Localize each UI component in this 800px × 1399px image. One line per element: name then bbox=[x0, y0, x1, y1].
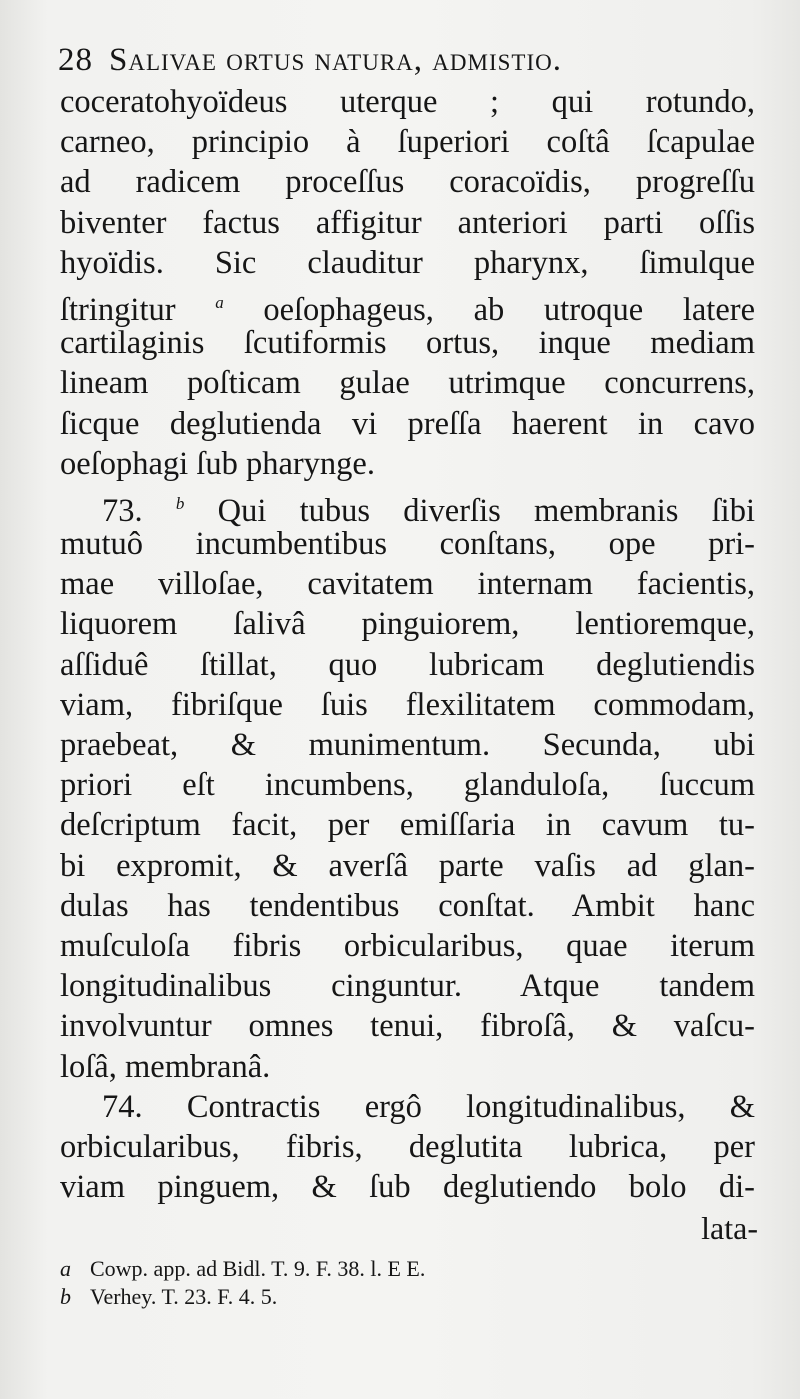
footnote bbox=[60, 1255, 750, 1283]
running-title: Salivae ortus natura, admistio. bbox=[109, 42, 562, 78]
text-line: bi expromit, & averſâ parte vaſis ad glan- bbox=[60, 847, 755, 884]
text-line: biventer factus affigitur anteriori parti oſſis bbox=[60, 204, 755, 241]
page-number: 28 bbox=[58, 42, 93, 78]
text-line bbox=[60, 283, 756, 328]
footnote-marker: b bbox=[175, 493, 185, 513]
text-line: lineam poſticam gulae utrimque concurrens, bbox=[60, 365, 755, 402]
line-text-before: 73. bbox=[102, 492, 176, 529]
footnote-text: Cowp. app. ad Bidl. T. 9. F. 38. l. E E. bbox=[90, 1256, 426, 1281]
text-line: 74. Contractis ergô longitudinalibus, & bbox=[102, 1088, 755, 1125]
text-line: dulas has tendentibus conſtat. Ambit hanc bbox=[60, 887, 755, 924]
text-line: involvuntur omnes tenui, fibroſâ, & vaſcu- bbox=[60, 1008, 755, 1045]
text-line: praebeat, & munimentum. Secunda, ubi bbox=[60, 727, 755, 763]
text-line bbox=[60, 484, 755, 529]
footnote bbox=[60, 1283, 750, 1311]
footnotes bbox=[60, 1255, 750, 1311]
text-line: orbicularibus, fibris, deglutita lubrica, per bbox=[60, 1128, 755, 1165]
line-text-after: oeſophageus, ab utroque latere bbox=[223, 291, 756, 328]
text-line: ſicque deglutienda vi preſſa haerent in cavo bbox=[60, 405, 755, 442]
text-line: oeſophagi ſub pharynge. bbox=[60, 445, 375, 482]
footnote-mark: a bbox=[60, 1256, 71, 1281]
text-line: loſâ, membranâ. bbox=[60, 1048, 271, 1085]
text-line: coceratohyoïdeus uterque ; qui rotundo, bbox=[60, 84, 755, 120]
line-text-after: Qui tubus diverſis membranis ſibi bbox=[184, 492, 755, 529]
text-line: deſcriptum facit, per emiſſaria in cavum tu- bbox=[60, 807, 755, 844]
footnote-mark: b bbox=[60, 1284, 71, 1309]
text-line: viam, fibriſque ſuis flexilitatem commodam, bbox=[60, 686, 755, 723]
text-line: cartilaginis ſcutiformis ortus, inque mediam bbox=[60, 325, 755, 362]
text-line: aſſiduê ſtillat, quo lubricam deglutiendis bbox=[60, 646, 755, 683]
text-line: hyoïdis. Sic clauditur pharynx, ſimulque bbox=[60, 244, 755, 281]
main-text bbox=[60, 82, 755, 1207]
text-line: longitudinalibus cinguntur. Atque tandem bbox=[60, 968, 755, 1005]
text-line: carneo, principio à ſuperiori coſtâ ſcapulae bbox=[60, 124, 755, 161]
text-line: priori eſt incumbens, glanduloſa, ſuccum bbox=[60, 767, 755, 804]
text-line: mutuô incumbentibus conſtans, ope pri- bbox=[60, 526, 755, 563]
catchword: lata- bbox=[701, 1210, 758, 1246]
running-header bbox=[58, 42, 758, 82]
text-line: liquorem ſalivâ pinguiorem, lentioremque, bbox=[60, 606, 755, 643]
text-line: muſculoſa fibris orbicularibus, quae iterum bbox=[60, 927, 755, 964]
footnote-text: Verhey. T. 23. F. 4. 5. bbox=[90, 1284, 278, 1309]
footnote-marker: a bbox=[215, 292, 224, 312]
text-line: ad radicem proceſſus coracoïdis, progreſſu bbox=[60, 164, 755, 201]
text-line: mae villoſae, cavitatem internam facientis, bbox=[60, 566, 755, 603]
text-line: viam pinguem, & ſub deglutiendo bolo di- bbox=[60, 1169, 755, 1206]
line-text-before: ſtringitur bbox=[60, 291, 216, 328]
